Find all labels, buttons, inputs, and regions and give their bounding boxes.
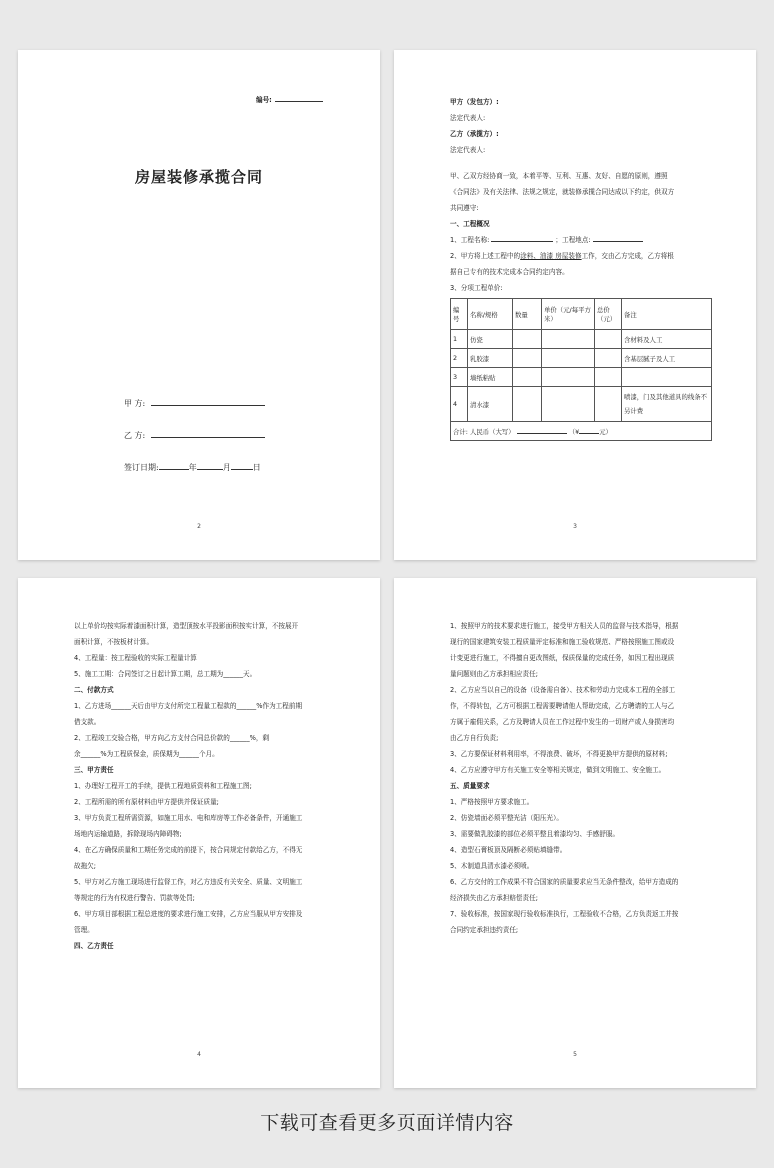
clause-line: 1、严格按照甲方要求施工。 <box>450 798 534 806</box>
sign-date-label: 签订日期: <box>124 463 159 472</box>
document-page-responsibilities <box>394 578 756 1088</box>
intro-line: 《合同法》及有关法律、法规之规定，就装修承揽合同达成以下约定，供双方 <box>450 188 675 196</box>
clause-line: 1、乙方进场______天后由甲方支付所完工程量工程款的______%作为工程前期 <box>74 702 303 710</box>
clause-line: 2、仿瓷墙面必须平整光洁（阳压光）。 <box>450 814 563 822</box>
intro-line: 甲、乙双方经协商一致，本着平等、互利、互惠、友好、自愿的原则，遵照 <box>450 172 668 180</box>
clause-line: 5、木制道具清水漆必须喷。 <box>450 862 534 870</box>
clause-line: 5、施工工期：合同签订之日起计算工期，总工期为______天。 <box>74 670 257 678</box>
table-total-row: 合计: 人民币（大写） （¥ 元） <box>451 422 712 441</box>
document-page-cover <box>18 50 380 560</box>
clause-line: 管理。 <box>74 926 94 934</box>
party-b-label: 乙 方: <box>124 431 146 440</box>
section-heading: 三、甲方责任 <box>74 766 114 774</box>
table-row: 3 墙纸粘贴 <box>451 368 712 387</box>
clause-line: 故拖欠; <box>74 862 97 870</box>
clause-line: 以上单价均按实际着漆面积计算，造型顶按水平投影面积按实计算，不按展开 <box>74 622 299 630</box>
clause-line: 6、乙方交付的工作成果不符合国家的质量要求应当无条件整改，给甲方造成的 <box>450 878 679 886</box>
section-heading: 一、工程概况 <box>450 220 490 228</box>
clause-line: 3、分项工程单价: <box>450 284 503 292</box>
clause-line: 2、甲方将上述工程中的涂料、油漆 房屋装修工作，交由乙方完成，乙方将根 <box>450 252 674 260</box>
page-number: 2 <box>197 523 201 530</box>
party-a-representative: 法定代表人: <box>450 114 486 122</box>
clause-line: 2、乙方应当以自己的设备（设备需自备）、技术和劳动力完成本工程的全部工 <box>450 686 676 694</box>
table-header-row: 编号 名称/规格 数量 单价（元/每平方米） 总价（元） 备注 <box>451 299 712 330</box>
clause-line: 量问题则由乙方承担相应责任; <box>450 670 538 678</box>
clause-line: 7、验收标准，按国家现行验收标准执行，工程验收不合格，乙方负责返工并按 <box>450 910 679 918</box>
party-a-signature-line <box>124 396 265 409</box>
clause-line: 1、工程名称: ；工程地点: <box>450 232 710 248</box>
responsibilities-body <box>450 618 722 938</box>
clause-line: 作，不得转包，乙方可根据工程需要聘请他人帮助完成，乙方聘请的工人与乙 <box>450 702 675 710</box>
clause-line: 余______%为工程质保金，质保期为______个月。 <box>74 750 219 758</box>
clause-line: 3、甲方负责工程所需资源，如施工用水、电和库房等工作必备条件，开通施工 <box>74 814 303 822</box>
table-row: 4 清水漆 喷漆，门及其他道具的线条不另计费 <box>451 387 712 422</box>
page-number: 3 <box>573 523 577 530</box>
party-b-signature-line <box>124 428 265 441</box>
clause-line: 1、按照甲方的技术要求进行施工，接受甲方相关人员的监督与技术指导，根据 <box>450 622 679 630</box>
clause-line: 6、甲方项目部根据工程总进度的要求进行施工安排，乙方应当服从甲方安排及 <box>74 910 303 918</box>
section-heading: 五、质量要求 <box>450 782 490 790</box>
contract-number <box>256 94 323 104</box>
clause-line: 4、在乙方确保质量和工期任务完成的前提下，按合同规定付款给乙方，不得无 <box>74 846 303 854</box>
clause-line: 经济损失由乙方承担赔偿责任; <box>450 894 538 902</box>
clause-line: 3、需要做乳胶漆的部位必须平整且着漆均匀、手感舒服。 <box>450 830 620 838</box>
contract-number-blank <box>275 94 323 102</box>
page-number: 5 <box>573 1051 577 1058</box>
clause-line: 借支款。 <box>74 718 101 726</box>
clause-line: 方属于雇佣关系，乙方及聘请人员在工作过程中发生的一切财产或人身损害均 <box>450 718 675 726</box>
sign-date-line: 签订日期: 年 月 日 <box>124 460 261 473</box>
clause-line: 计变更进行施工，不得擅自更改图纸，保质保量的完成任务，如因工程出现质 <box>450 654 675 662</box>
party-b-heading: 乙方（承揽方）: <box>450 130 499 138</box>
clause-line: 4、工程量：按工程验收的实际工程量计算 <box>74 654 197 662</box>
document-page-parties <box>394 50 756 560</box>
clause-line: 场地内运输道路，拆除现场内障碍物; <box>74 830 182 838</box>
unit-price-table <box>450 298 712 441</box>
party-a-label: 甲 方: <box>124 399 146 408</box>
clause-line: 等规定的行为有权进行警告、罚款等处罚; <box>74 894 195 902</box>
table-row: 1 仿瓷 含材料及人工 <box>451 330 712 349</box>
terms-body <box>74 618 346 954</box>
clause-line: 由乙方自行负责; <box>450 734 499 742</box>
intro-line: 共同遵守: <box>450 204 479 212</box>
clause-line: 3、乙方要保证材料利用率，不得浪费、破坏，不得更换甲方提供的原材料; <box>450 750 668 758</box>
section-heading: 四、乙方责任 <box>74 942 114 950</box>
document-page-terms <box>18 578 380 1088</box>
clause-line: 现行的国家建筑安装工程质量评定标准和施工验收规范、严格按照施工图或设 <box>450 638 675 646</box>
download-more-caption: 下载可查看更多页面详情内容 <box>260 1112 514 1134</box>
party-a-heading: 甲方（发包方）: <box>450 98 499 106</box>
section-heading: 二、付款方式 <box>74 686 114 694</box>
clause-line: 据自己专有的技术完成本合同约定内容。 <box>450 268 569 276</box>
clause-line: 合同约定承担违约责任; <box>450 926 519 934</box>
party-b-representative: 法定代表人: <box>450 146 486 154</box>
clause-line: 2、工程竣工交验合格，甲方向乙方支付合同总价款的______%，剩 <box>74 734 270 742</box>
clause-line: 4、乙方应遵守甲方有关施工安全等相关规定，做到文明施工、安全施工。 <box>450 766 666 774</box>
page-number: 4 <box>197 1051 201 1058</box>
clause-line: 4、造型石膏板顶及隔断必须贴填缝带。 <box>450 846 567 854</box>
table-row: 2 乳胶漆 含基层腻子及人工 <box>451 349 712 368</box>
document-title: 房屋装修承揽合同 <box>134 168 263 186</box>
contract-number-label: 编号: <box>256 96 272 104</box>
clause-line: 面积计算，不按板材计算。 <box>74 638 154 646</box>
clause-line: 2、工程所需的所有原材料由甲方提供并保证质量; <box>74 798 219 806</box>
clause-line: 5、甲方对乙方施工现场进行监督工作，对乙方违反有关安全、质量、文明施工 <box>74 878 303 886</box>
clause-line: 1、办理好工程开工的手续，提供工程地质资料和工程施工图; <box>74 782 252 790</box>
